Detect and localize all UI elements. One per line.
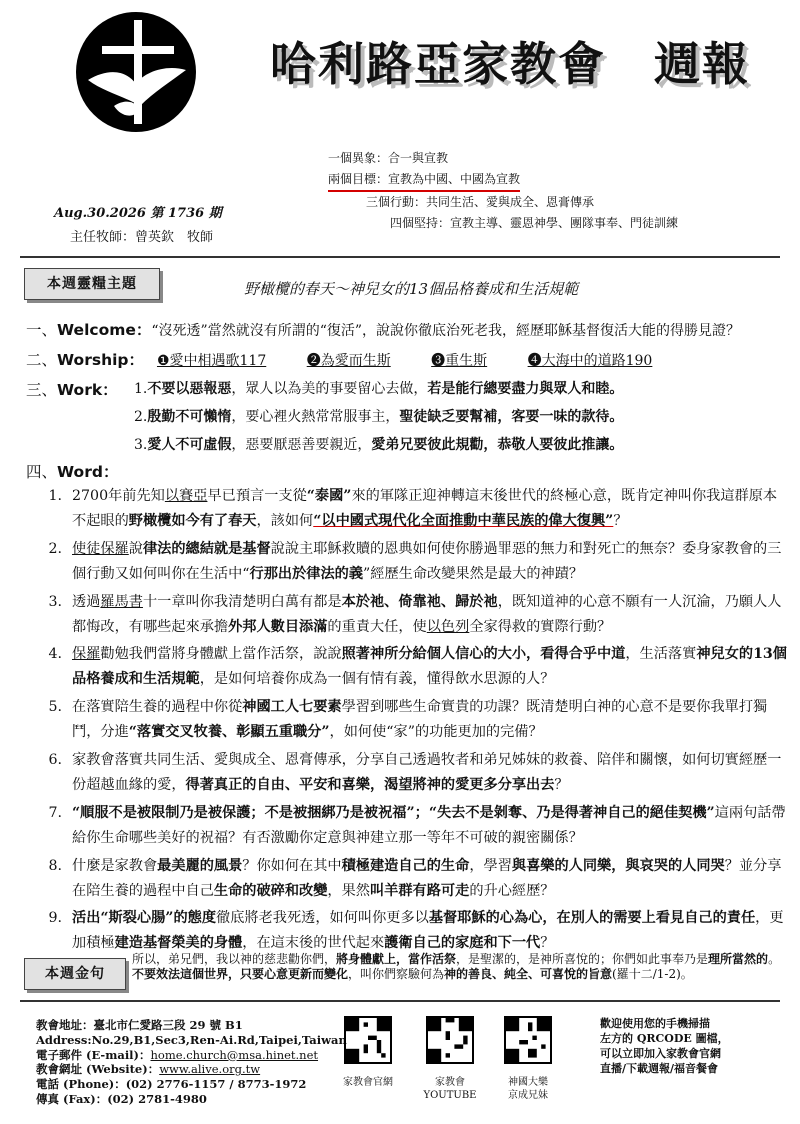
section-heading: Worship：: [57, 351, 145, 369]
address-en: Address:No.29,B1,Sec3,Ren-Ai.Rd,Taipei,Taiwan: [36, 1032, 347, 1047]
section-work: [26, 378, 118, 400]
vision-block: [328, 148, 678, 234]
qr-code-icon[interactable]: [344, 1016, 392, 1064]
qr-caption: 家教會 YOUTUBE: [423, 1077, 477, 1101]
email-link[interactable]: home.church@msa.hinet.net: [150, 1047, 319, 1062]
list-item: 6. 家教會落實共同生活、愛與成全、恩膏傳承，分享自己透過牧者和弟兄姊妹的救養、陪伴和關懷，如何切實經歷一份超越血緣的愛，得著真正的自由、平安和喜樂，渴望將神的愛更多分享出去？: [48, 751, 782, 793]
goals-line: 兩個目標：宣教為中國、中國為宣教: [328, 169, 520, 192]
bulletin-title: 哈利路亞家教會 週報: [270, 37, 750, 91]
section-number: 三、: [26, 381, 58, 399]
word-list: [40, 484, 790, 959]
contact-block: 教會地址：臺北市仁愛路三段 29 號 B1 Address:No.29,B1,Sec3,Ren-Ai.Rd,Taipei,Taiwan 電子郵件 (E-mail)：home.church@msa.hinet.net 教會網址 (Website)：www.alive.org.tw 電話 (Phone)：(02) 2776-1157 / 8773-1972 傳真 (Fax)：(02) 2781-4980: [36, 1018, 347, 1106]
work-item: 3.愛人不可虛假，惡要厭惡善要親近，愛弟兄要彼此規勸，恭敬人要彼此推讓。: [134, 437, 624, 453]
song-1: ❶愛中相遇歌117: [156, 353, 267, 369]
address-zh: 教會地址：臺北市仁愛路三段 29 號 B1: [36, 1018, 243, 1032]
list-item: 3. 透過羅馬書十一章叫你我清楚明白萬有都是本於祂、倚靠祂、歸於祂，既知道神的心意不願有一人沉淪，乃願人人都悔改，有哪些起來承擔外邦人數目添滿的重責大任，使以色列全家得救的實際行動？: [48, 593, 782, 635]
issue-number: Aug.30.2026 第 1736 期: [54, 206, 222, 221]
weekly-verse: 所以，弟兄們，我以神的慈悲勸你們，將身體獻上，當作活祭，是聖潔的，是神所喜悅的；你們如此事奉乃是理所當然的。不要效法這個世界，只要心意更新而變化，叫你們察驗何為神的善良、純全、可喜悅的旨意(羅十二/1-2)。: [132, 952, 781, 981]
divider: [20, 256, 780, 258]
list-item: 5. 在落實陪生養的過程中你從神國工人七要素學習到哪些生命實貴的功課？既清楚明白神的心意不是要你我單打獨鬥，分進“落實交叉牧養、彰顯五重職分”，如何使“家”的功能更加的完備？: [48, 699, 768, 741]
senior-pastor: 主任牧師：曾英欽 牧師: [70, 230, 214, 245]
website-link[interactable]: www.alive.org.tw: [159, 1062, 261, 1077]
actions-line: 三個行動：共同生活、愛與成全、恩膏傳承: [366, 195, 595, 209]
list-item: 7. “順服不是被限制乃是被保護；不是被捆綁乃是被祝福”；“失去不是剝奪、乃是得著神自己的絕佳契機”這兩句話帶給你生命哪些美好的祝福？有否激勵你定意與神建立那一等年不可破的親密關係？: [48, 804, 786, 846]
church-logo: [74, 10, 198, 134]
section-heading: Welcome：: [57, 321, 152, 339]
qr-caption: 家教會官網: [343, 1077, 393, 1088]
section-welcome: [26, 318, 740, 340]
verse-label: 本週金句: [24, 958, 126, 990]
theme-title: 野橄欖的春天～神兒女的13個品格養成和生活規範: [244, 280, 579, 298]
list-item: 1. 2700年前先知以賽亞早已預言一支從“泰國”來的軍隊正迎神轉這末後世代的終極心意，既肯定神叫你我這群原本不起眼的野橄欖如今有了春天，該如何“以中國式現代化全面推動中華民族的偉大復興”？: [48, 488, 778, 529]
qr-code-icon[interactable]: [426, 1016, 474, 1064]
vision-line: 一個異象：合一與宣教: [328, 151, 449, 165]
song-2: ❷為愛而生斯: [306, 353, 391, 369]
list-item: 9. 活出“斯裂心腸”的態度徹底將老我死透，如何叫你更多以基督耶穌的心為心，在別人的需要上看見自己的責任，更加積極建造基督榮美的身體，在這末後的世代起來護衛自己的家庭和下一代？: [48, 910, 784, 952]
song-4: ❹大海中的道路190: [527, 353, 653, 369]
phone: 電話 (Phone)：(02) 2776-1157 / 8773-1972: [36, 1077, 307, 1092]
qr-code-icon[interactable]: [504, 1016, 552, 1064]
list-item: 2. 使徒保羅說律法的總結就是基督說說主耶穌救贖的恩典如何使你勝過罪惡的無力和對死亡的無奈？委身家教會的三個行動又如何叫你在生活中“行那出於律法的義”經歷生命改變果然是最大的神蹟？: [48, 540, 782, 582]
list-item: 8. 什麼是家教會最美麗的風景？你如何在其中積極建造自己的生命，學習與喜樂的人同樂，與哀哭的人同哭？並分享在陪生養的過程中自己生命的破碎和改變，果然叫羊群有路可走的升心經歷？: [48, 857, 782, 899]
section-text: “沒死透”當然就沒有所謂的“復活”，說說你徹底治死老我，經歷耶穌基督復活大能的得勝見證？: [151, 323, 741, 339]
qr-caption: 神國大樂 京成兄妹: [508, 1077, 548, 1101]
commitments-line: 四個堅持：宣教主導、靈恩神學、團隊事奉、門徒訓練: [390, 216, 679, 230]
list-item: 4. 保羅勸勉我們當將身體獻上當作活祭，說說照著神所分給個人信心的大小，看得合乎中道，生活落實神兒女的13個品格養成和生活規範，是如何培養你成為一個有情有義，懂得飲水思源的人？: [48, 646, 787, 688]
section-heading: Work：: [57, 381, 118, 399]
theme-label: 本週靈糧主題: [24, 268, 160, 300]
work-item: 2.殷勤不可懶惰，要心裡火熱常常服事主，聖徒缺乏要幫補，客要一味的款待。: [134, 409, 624, 425]
section-word: [26, 460, 118, 482]
work-item: 1.不要以惡報惡，眾人以為美的事要留心去做，若是能行總要盡力與眾人和睦。: [134, 381, 624, 397]
section-number: 四、: [26, 463, 58, 481]
song-3: ❸重生斯: [431, 353, 488, 369]
section-number: 一、: [26, 321, 58, 339]
section-number: 二、: [26, 351, 58, 369]
fax: 傳真 (Fax)：(02) 2781-4980: [36, 1091, 207, 1106]
section-worship: [26, 348, 652, 370]
section-heading: Word：: [57, 463, 119, 481]
qr-promo-text: 歡迎使用您的手機掃描 左方的 QRCODE 圖檔， 可以立即加入家教會官網 直播/下載週報/福音餐會: [600, 1017, 729, 1075]
divider: [20, 1000, 780, 1002]
